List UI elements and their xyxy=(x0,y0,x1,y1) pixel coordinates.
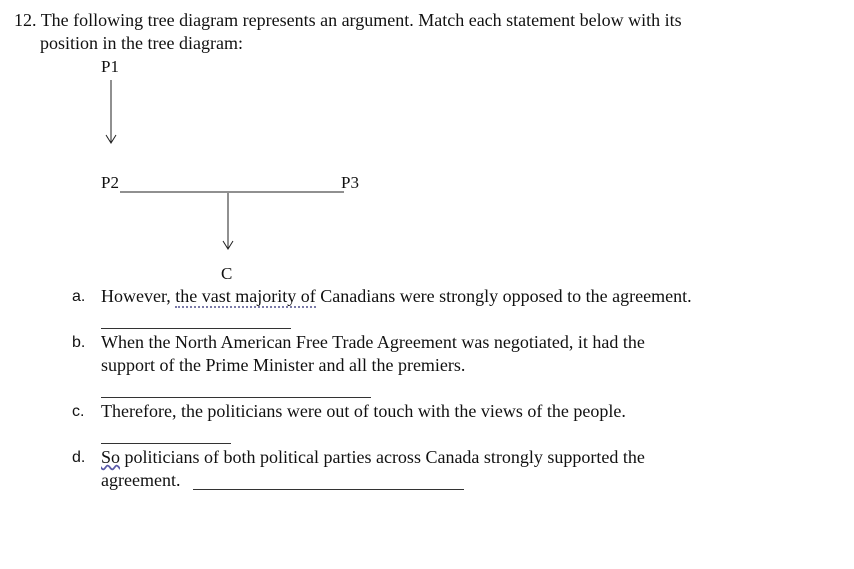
statement-d-wavy: So xyxy=(101,447,121,467)
question-text-line1: The following tree diagram represents an argument. Match each statement below with its xyxy=(40,10,682,30)
statement-d-line2: agreement. xyxy=(101,470,181,490)
node-p1: P1 xyxy=(101,57,119,76)
statement-d-marker: d. xyxy=(72,449,86,466)
statement-a-marker: a. xyxy=(72,288,86,305)
statement-a-pre: However, xyxy=(101,286,176,306)
node-c: C xyxy=(221,264,233,283)
answer-blank-c[interactable] xyxy=(101,443,231,444)
statement-d-line1-rest: politicians of both political parties across Canada strongly supported the xyxy=(120,447,645,467)
statement-b-line2: support of the Prime Minister and all the premiers. xyxy=(101,355,466,375)
question-text-line2: position in the tree diagram: xyxy=(40,33,243,53)
answer-blank-a[interactable] xyxy=(101,328,291,329)
statement-a-text xyxy=(101,286,692,307)
statement-b-marker: b. xyxy=(72,334,86,351)
statement-a-post: Canadians were strongly opposed to the agreement. xyxy=(315,286,692,306)
answer-blank-b[interactable] xyxy=(101,397,371,398)
statement-d-line1 xyxy=(101,447,645,468)
node-p3: P3 xyxy=(341,173,359,192)
node-p2: P2 xyxy=(101,173,119,192)
statement-c-text: Therefore, the politicians were out of touch with the views of the people. xyxy=(101,401,626,421)
question-number: 12. xyxy=(14,10,37,30)
statement-b-line1: When the North American Free Trade Agreement was negotiated, it had the xyxy=(101,332,645,352)
statement-a-dotted: the vast majority of xyxy=(175,286,316,306)
statement-c-marker: c. xyxy=(72,403,85,420)
answer-blank-d[interactable] xyxy=(193,489,464,490)
